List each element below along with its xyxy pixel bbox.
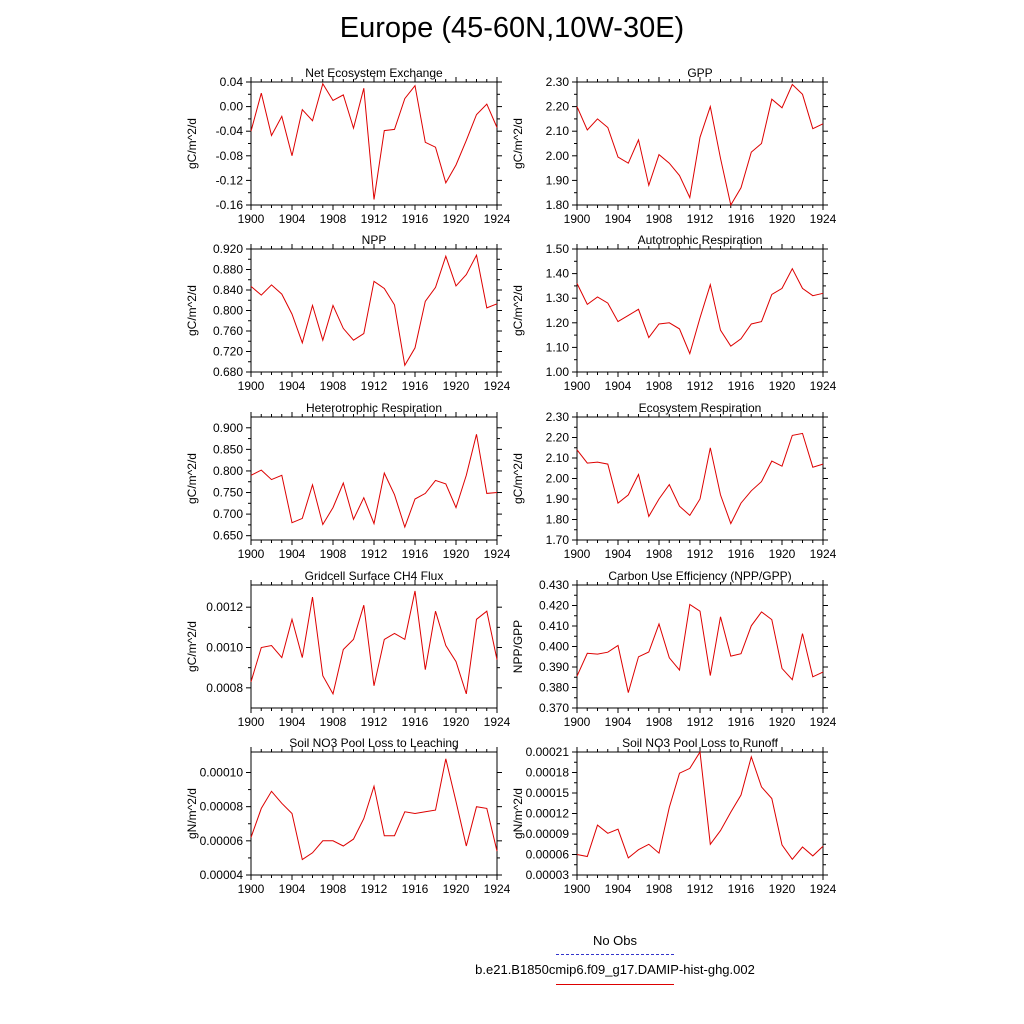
y-axis-label: gC/m^2/d — [511, 285, 525, 336]
y-tick-label: 0.00012 — [525, 806, 569, 821]
y-tick-label: 0.680 — [212, 365, 243, 379]
x-tick-label: 1912 — [360, 882, 388, 896]
y-axis-label: gC/m^2/d — [185, 453, 199, 504]
y-axis-label: gN/m^2/d — [185, 788, 199, 839]
y-tick-label: 0.00004 — [199, 868, 243, 882]
y-tick-label: 0.900 — [212, 420, 243, 435]
plot-frame — [577, 417, 823, 540]
x-tick-label: 1908 — [645, 715, 673, 729]
y-tick-label: 1.30 — [545, 291, 569, 306]
plot-frame — [251, 585, 497, 708]
x-tick-label: 1912 — [360, 212, 388, 226]
plot-frame — [577, 82, 823, 205]
panel-title: Net Ecosystem Exchange — [305, 66, 443, 80]
x-tick-label: 1920 — [768, 715, 796, 729]
y-tick-label: 0.00010 — [199, 765, 243, 780]
x-tick-label: 1924 — [483, 715, 511, 729]
x-tick-label: 1920 — [768, 547, 796, 561]
x-tick-label: 1912 — [360, 547, 388, 561]
y-tick-label: 0.00009 — [525, 827, 569, 841]
y-tick-label: -0.12 — [215, 173, 243, 188]
chart-panel-3 — [185, 233, 511, 393]
y-tick-label: 1.70 — [545, 533, 569, 547]
y-tick-label: 0.0012 — [206, 600, 243, 615]
y-tick-label: 2.00 — [545, 148, 569, 163]
chart-panel-8 — [511, 569, 837, 729]
x-tick-label: 1912 — [686, 882, 714, 896]
x-tick-label: 1916 — [401, 882, 429, 896]
y-tick-label: 1.10 — [545, 340, 569, 355]
y-tick-label: 0.00018 — [525, 765, 569, 780]
y-tick-label: 0.700 — [212, 507, 243, 522]
x-tick-label: 1900 — [563, 715, 591, 729]
y-tick-label: 1.40 — [545, 266, 569, 281]
plot-frame — [251, 249, 497, 372]
x-tick-label: 1916 — [727, 882, 755, 896]
x-tick-label: 1916 — [727, 379, 755, 393]
y-tick-label: 2.20 — [545, 99, 569, 114]
y-tick-label: 0.00003 — [525, 868, 569, 882]
x-tick-label: 1908 — [319, 212, 347, 226]
plot-frame — [577, 752, 823, 875]
y-tick-label: 0.00021 — [525, 745, 569, 759]
x-tick-label: 1916 — [727, 212, 755, 226]
series-line — [577, 433, 823, 523]
x-tick-label: 1908 — [319, 715, 347, 729]
y-tick-label: 2.30 — [545, 410, 569, 424]
x-tick-label: 1912 — [360, 715, 388, 729]
x-tick-label: 1904 — [604, 379, 632, 393]
panel-title: NPP — [361, 233, 387, 247]
x-tick-label: 1912 — [686, 212, 714, 226]
x-tick-label: 1916 — [401, 212, 429, 226]
series-line — [251, 255, 497, 365]
y-tick-label: -0.08 — [215, 148, 243, 163]
series-line — [577, 605, 823, 693]
x-tick-label: 1900 — [563, 212, 591, 226]
x-tick-label: 1920 — [768, 212, 796, 226]
x-tick-label: 1904 — [604, 715, 632, 729]
chart-panel-2 — [511, 66, 837, 226]
plot-frame — [251, 752, 497, 875]
panel-title: Soil NO3 Pool Loss to Leaching — [289, 736, 459, 750]
y-tick-label: 0.850 — [212, 442, 243, 457]
chart-panel-7 — [185, 569, 511, 729]
x-tick-label: 1920 — [768, 379, 796, 393]
x-tick-label: 1904 — [604, 882, 632, 896]
x-tick-label: 1904 — [604, 212, 632, 226]
y-tick-label: 0.00015 — [525, 786, 569, 800]
x-tick-label: 1908 — [319, 379, 347, 393]
y-tick-label: 1.80 — [545, 198, 569, 212]
panel-title: Carbon Use Efficiency (NPP/GPP) — [608, 569, 792, 583]
series-line — [577, 752, 823, 859]
x-tick-label: 1924 — [809, 882, 837, 896]
y-tick-label: 1.90 — [545, 492, 569, 506]
chart-panel-1 — [185, 66, 511, 226]
y-tick-label: 1.00 — [545, 365, 569, 379]
x-tick-label: 1916 — [727, 715, 755, 729]
y-tick-label: 1.50 — [545, 242, 569, 256]
series-line — [577, 269, 823, 354]
x-tick-label: 1904 — [278, 547, 306, 561]
y-tick-label: 0.650 — [212, 528, 243, 543]
x-tick-label: 1920 — [442, 547, 470, 561]
y-tick-label: 2.00 — [545, 471, 569, 486]
y-tick-label: 0.720 — [212, 344, 243, 359]
chart-panel-4 — [511, 233, 837, 393]
chart-panel-9 — [185, 736, 511, 896]
y-axis-label: gC/m^2/d — [185, 118, 199, 169]
x-tick-label: 1900 — [563, 882, 591, 896]
series-line — [251, 434, 497, 527]
y-tick-label: 0.00 — [219, 99, 243, 114]
y-tick-label: 0.920 — [212, 242, 243, 256]
x-tick-label: 1924 — [483, 379, 511, 393]
x-tick-label: 1908 — [645, 379, 673, 393]
panel-title: Gridcell Surface CH4 Flux — [304, 569, 444, 583]
x-tick-label: 1900 — [237, 715, 265, 729]
plot-frame — [251, 82, 497, 205]
x-tick-label: 1900 — [237, 212, 265, 226]
x-tick-label: 1912 — [686, 379, 714, 393]
x-tick-label: 1908 — [645, 882, 673, 896]
y-tick-label: 0.420 — [538, 598, 569, 613]
chart-panel-5 — [185, 401, 511, 561]
x-tick-label: 1924 — [809, 379, 837, 393]
x-tick-label: 1904 — [278, 882, 306, 896]
y-tick-label: 0.430 — [538, 578, 569, 592]
x-tick-label: 1916 — [401, 547, 429, 561]
x-tick-label: 1924 — [809, 715, 837, 729]
x-tick-label: 1904 — [278, 212, 306, 226]
x-tick-label: 1924 — [809, 212, 837, 226]
series-line — [577, 85, 823, 206]
y-tick-label: 2.30 — [545, 75, 569, 89]
x-tick-label: 1920 — [442, 715, 470, 729]
y-tick-label: 0.760 — [212, 324, 243, 338]
legend-label-model: b.e21.B1850cmip6.f09_g17.DAMIP-hist-ghg.002 — [475, 962, 755, 977]
y-axis-label: gC/m^2/d — [511, 118, 525, 169]
y-tick-label: 2.10 — [545, 451, 569, 465]
plot-frame — [577, 249, 823, 372]
series-line — [251, 759, 497, 860]
x-tick-label: 1916 — [401, 715, 429, 729]
legend-label-obs: No Obs — [592, 933, 638, 948]
y-tick-label: 0.0008 — [206, 680, 243, 695]
x-tick-label: 1904 — [278, 715, 306, 729]
x-tick-label: 1900 — [237, 379, 265, 393]
x-tick-label: 1916 — [727, 547, 755, 561]
y-tick-label: 2.10 — [545, 124, 569, 139]
y-tick-label: -0.04 — [215, 124, 243, 139]
x-tick-label: 1924 — [483, 547, 511, 561]
y-axis-label: gC/m^2/d — [185, 285, 199, 336]
y-tick-label: 0.880 — [212, 262, 243, 277]
y-tick-label: -0.16 — [215, 198, 243, 212]
y-tick-label: 0.400 — [538, 639, 569, 654]
x-tick-label: 1908 — [645, 212, 673, 226]
y-tick-label: 0.840 — [212, 283, 243, 297]
x-tick-label: 1908 — [645, 547, 673, 561]
y-tick-label: 0.00008 — [199, 799, 243, 814]
y-tick-label: 0.390 — [538, 660, 569, 674]
x-tick-label: 1912 — [686, 547, 714, 561]
x-tick-label: 1904 — [604, 547, 632, 561]
series-line — [251, 591, 497, 694]
y-tick-label: 0.800 — [212, 463, 243, 478]
page-title: Europe (45-60N,10W-30E) — [339, 12, 685, 44]
panel-title: Heterotrophic Respiration — [305, 401, 443, 415]
panel-title: GPP — [687, 66, 713, 80]
x-tick-label: 1900 — [237, 882, 265, 896]
y-axis-label: gC/m^2/d — [185, 621, 199, 672]
x-tick-label: 1900 — [237, 547, 265, 561]
y-axis-label: gC/m^2/d — [511, 453, 525, 504]
x-tick-label: 1924 — [483, 882, 511, 896]
panel-title: Autotrophic Respiration — [637, 233, 763, 247]
x-tick-label: 1912 — [686, 715, 714, 729]
x-tick-label: 1900 — [563, 379, 591, 393]
x-tick-label: 1908 — [319, 547, 347, 561]
y-axis-label: gN/m^2/d — [511, 788, 525, 839]
y-tick-label: 0.410 — [538, 619, 569, 633]
x-tick-label: 1908 — [319, 882, 347, 896]
y-tick-label: 0.750 — [212, 485, 243, 500]
x-tick-label: 1916 — [401, 379, 429, 393]
x-tick-label: 1924 — [483, 212, 511, 226]
x-tick-label: 1900 — [563, 547, 591, 561]
y-tick-label: 0.800 — [212, 303, 243, 318]
x-tick-label: 1904 — [278, 379, 306, 393]
y-tick-label: 0.370 — [538, 701, 569, 715]
panel-title: Ecosystem Respiration — [638, 401, 762, 415]
y-tick-label: 2.20 — [545, 430, 569, 445]
x-tick-label: 1912 — [360, 379, 388, 393]
y-tick-label: 0.00006 — [525, 847, 569, 862]
y-tick-label: 0.380 — [538, 680, 569, 695]
plot-frame — [577, 585, 823, 708]
x-tick-label: 1920 — [768, 882, 796, 896]
series-line — [251, 84, 497, 200]
x-tick-label: 1920 — [442, 212, 470, 226]
x-tick-label: 1924 — [809, 547, 837, 561]
chart-panel-10 — [511, 736, 837, 896]
y-tick-label: 1.80 — [545, 512, 569, 527]
y-tick-label: 1.90 — [545, 173, 569, 188]
x-tick-label: 1920 — [442, 882, 470, 896]
y-tick-label: 0.04 — [219, 75, 243, 89]
panel-title: Soil NO3 Pool Loss to Runoff — [622, 736, 778, 750]
x-tick-label: 1920 — [442, 379, 470, 393]
y-tick-label: 0.00006 — [199, 833, 243, 848]
y-tick-label: 0.0010 — [206, 640, 243, 655]
chart-panel-6 — [511, 401, 837, 561]
y-tick-label: 1.20 — [545, 315, 569, 330]
y-axis-label: NPP/GPP — [511, 619, 525, 674]
